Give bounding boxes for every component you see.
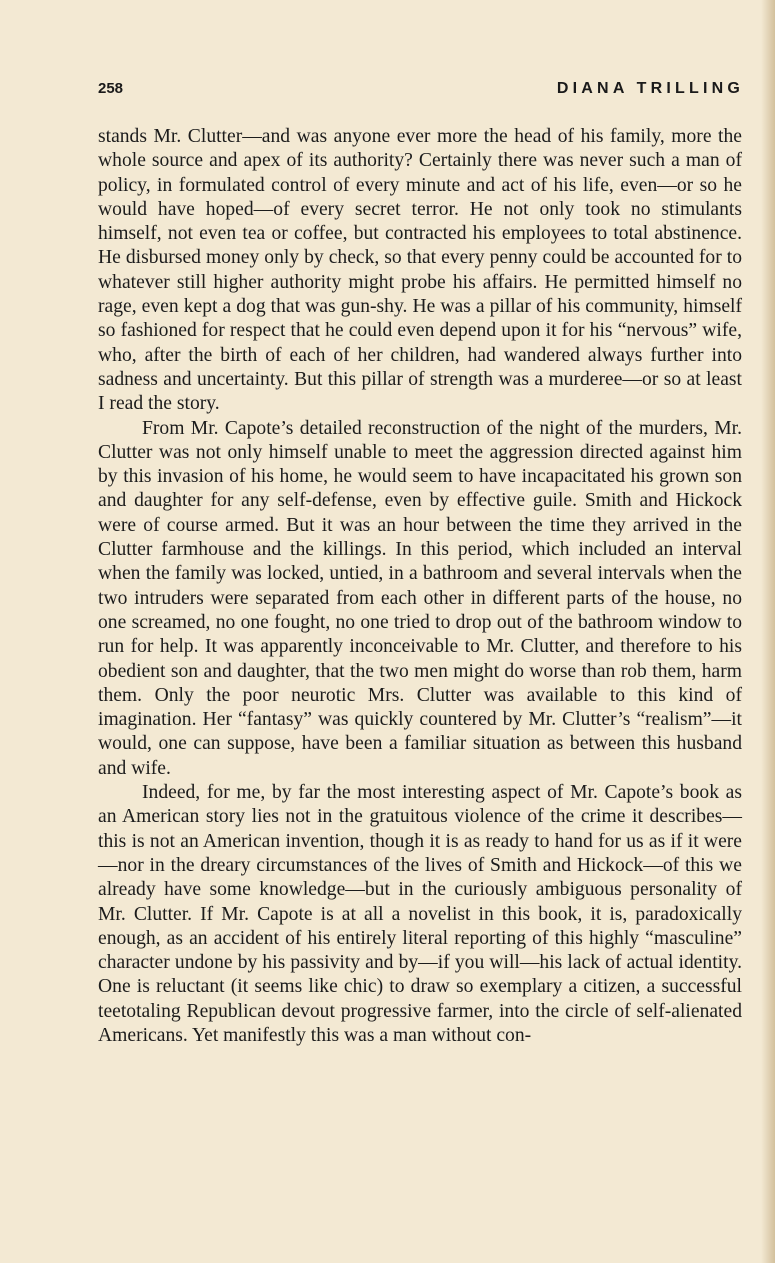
paragraph-2: From Mr. Capote’s detailed reconstruction of the night of the murders, Mr. Clutter was not only himself unable to meet the aggression directed against him by this invasion of his home, he would seem to have incapacitated his grown son and daughter for any self-defense, even by effective guile. Smith and Hickock were of course armed. But it was an hour between the time they arrived in the Clutter farmhouse and the killings. In this period, which included an interval when the family was locked, untied, in a bathroom and several intervals when the two intruders were separated from each other in different parts of the house, no one screamed, no one fought, no one tried to drop out of the bathroom window to run for help. It was apparently inconceivable to Mr. Clutter, and therefore to his obedient son and daughter, that the two men might do worse than rob them, harm them. Only the poor neurotic Mrs. Clutter was available to this kind of imagination. Her “fantasy” was quickly countered by Mr. Clutter’s “realism”—it would, one can suppose, have been a familiar situation as between this husband and wife. <box>98 417 742 779</box>
page-number: 258 <box>98 80 124 97</box>
paragraph-1: stands Mr. Clutter—and was anyone ever more the head of his family, more the whole source and apex of its authority? Certainly there was never such a man of policy, in formulated control of every minute and act of his life, even—or so he would have hoped—of every secret terror. He not only took no stimulants himself, not even tea or coffee, but contracted his employees to total abstinence. He disbursed money only by check, so that every penny could be accounted for to whatever still higher authority might probe his affairs. He permitted himself no rage, even kept a dog that was gun-shy. He was a pillar of his community, himself so fashioned for respect that he could even depend upon it for his “nervous” wife, who, after the birth of each of her children, had wandered always further into sadness and uncertainty. But this pillar of strength was a murderee—or so at least I read the story. <box>98 126 742 415</box>
page-edge-shadow <box>761 0 775 1263</box>
page-header <box>98 80 744 108</box>
paragraph-3: Indeed, for me, by far the most interesting aspect of Mr. Capote’s book as an American story lies not in the gratuitous violence of the crime it describes—this is not an American invention, though it is as ready to hand for us as if it were—nor in the dreary circumstances of the lives of Smith and Hickock—of this we already have some knowledge—but in the curiously ambiguous personality of Mr. Clutter. If Mr. Capote is at all a novelist in this book, it is, paradoxically enough, as an accident of his entirely literal reporting of this highly “masculine” character undone by his passivity and by—if you will—his lack of actual identity. One is reluctant (it seems like chic) to draw so exemplary a citizen, a successful teetotaling Republican devout progressive farmer, into the circle of self-alienated Americans. Yet manifestly this was a man without con- <box>98 782 742 1046</box>
body-text <box>98 125 742 1048</box>
running-head: DIANA TRILLING <box>556 80 744 97</box>
